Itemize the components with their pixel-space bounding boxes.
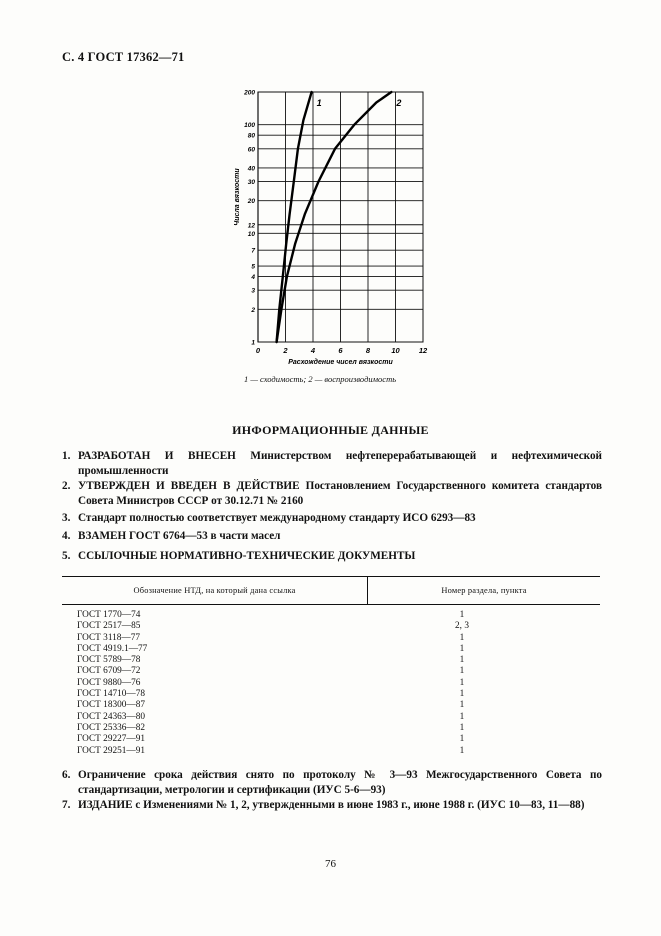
y-tick-label: 100 <box>244 122 255 130</box>
item-text: Стандарт полностью соответствует международному стандарту ИСО 6293—83 <box>78 512 476 524</box>
item-text: ВЗАМЕН ГОСТ 6764—53 в части масел <box>78 530 281 542</box>
table-row <box>62 689 600 700</box>
y-tick-label: 200 <box>244 89 255 97</box>
table-row <box>62 621 600 632</box>
x-tick-label: 6 <box>338 346 343 355</box>
page-header: С. 4 ГОСТ 17362—71 <box>62 50 185 64</box>
item-number: 2. <box>62 480 71 492</box>
table-row <box>62 644 600 655</box>
table-cell-section: 1 <box>459 722 465 733</box>
y-tick-label: 2 <box>251 306 255 314</box>
table-cell-section: 1 <box>459 734 465 745</box>
table-header-document: Обозначение НТД, на который дана ссылка <box>133 586 296 595</box>
table-cell-document: ГОСТ 4919.1—77 <box>77 643 148 654</box>
info-item-4 <box>62 529 602 544</box>
y-tick-label: 5 <box>251 263 255 271</box>
table-cell-document: ГОСТ 24363—80 <box>77 711 146 722</box>
table-top-rule <box>62 576 600 577</box>
x-tick-label: 8 <box>365 346 371 355</box>
item-number: 6. <box>62 769 71 781</box>
table-row <box>62 655 600 666</box>
y-tick-label: 30 <box>247 179 255 187</box>
table-cell-document: ГОСТ 9880—76 <box>77 677 141 688</box>
x-tick-label: 0 <box>255 346 261 355</box>
item-text: ИЗДАНИЕ с Изменениями № 1, 2, утвержденными в июне 1983 г., июне 1988 г. (ИУС 10—83, 11—88) <box>78 799 585 811</box>
section-title: ИНФОРМАЦИОННЫЕ ДАННЫЕ <box>232 423 429 437</box>
table-cell-section: 1 <box>459 632 465 643</box>
item-number: 3. <box>62 512 71 524</box>
table-cell-document: ГОСТ 14710—78 <box>77 689 146 700</box>
y-tick-label: 7 <box>251 247 255 255</box>
table-row <box>62 700 600 711</box>
table-body <box>62 610 600 757</box>
page-number: 76 <box>325 858 336 870</box>
y-axis-label: Числа вязкости <box>234 168 241 226</box>
x-axis-label: Расхождение чисел вязкости <box>288 359 393 366</box>
y-tick-label: 12 <box>247 222 255 230</box>
table-row <box>62 666 600 677</box>
table-cell-document: ГОСТ 25336—82 <box>77 722 146 733</box>
info-item-3 <box>62 511 602 526</box>
viscosity-chart <box>228 80 438 370</box>
table-row <box>62 723 600 734</box>
x-tick-label: 12 <box>418 346 428 355</box>
table-cell-section: 2, 3 <box>455 621 469 632</box>
y-tick-label: 40 <box>247 165 255 173</box>
table-cell-section: 1 <box>459 677 465 688</box>
info-item-6 <box>62 768 602 797</box>
table-cell-document: ГОСТ 2517—85 <box>77 621 141 632</box>
item-text: РАЗРАБОТАН И ВНЕСЕН Министерством нефтеперерабатывающей и нефтехимической промышленности <box>78 450 602 477</box>
y-tick-label: 3 <box>251 287 255 295</box>
table-row <box>62 633 600 644</box>
table-row <box>62 734 600 745</box>
table-row <box>62 678 600 689</box>
table-header-rule <box>62 604 600 605</box>
table-cell-section: 1 <box>459 666 465 677</box>
item-number: 1. <box>62 450 71 462</box>
table-cell-section: 1 <box>459 643 465 654</box>
x-tick-label: 4 <box>310 346 316 355</box>
table-cell-document: ГОСТ 29227—91 <box>77 734 146 745</box>
y-tick-label: 4 <box>251 274 255 282</box>
table-cell-document: ГОСТ 5789—78 <box>77 655 141 666</box>
y-tick-label: 20 <box>247 198 255 206</box>
table-cell-section: 1 <box>459 689 465 700</box>
info-item-5 <box>62 549 602 564</box>
table-cell-section: 1 <box>459 655 465 666</box>
y-tick-label: 10 <box>247 230 255 238</box>
chart-svg <box>228 80 438 370</box>
table-cell-section: 1 <box>459 610 465 620</box>
table-header-section: Номер раздела, пункта <box>441 586 527 595</box>
x-tick-label: 10 <box>391 346 400 355</box>
y-tick-label: 1 <box>251 339 255 347</box>
info-item-1 <box>62 449 602 478</box>
table-cell-document: ГОСТ 3118—77 <box>77 632 141 643</box>
y-tick-label: 60 <box>247 146 255 154</box>
table-cell-section: 1 <box>459 711 465 722</box>
table-cell-document: ГОСТ 18300—87 <box>77 700 146 711</box>
item-text: Ограничение срока действия снято по протоколу № 3—93 Межгосударственного Совета по стандартизации, метрологии и сертификации (ИУС 5-6—93) <box>78 769 602 796</box>
item-text: УТВЕРЖДЕН И ВВЕДЕН В ДЕЙСТВИЕ Постановлением Государственного комитета стандартов Совета Министров СССР от 30.12.71 № 2160 <box>78 480 602 507</box>
series-label: 2 <box>396 98 402 108</box>
table-row <box>62 746 600 757</box>
item-text: ССЫЛОЧНЫЕ НОРМАТИВНО-ТЕХНИЧЕСКИЕ ДОКУМЕНТЫ <box>78 550 416 562</box>
series-curve-2 <box>277 92 392 342</box>
table-cell-document: ГОСТ 1770—74 <box>77 610 141 620</box>
info-item-2 <box>62 479 602 508</box>
item-number: 5. <box>62 550 71 562</box>
chart-caption: 1 — сходимость; 2 — воспроизводимость <box>244 374 397 384</box>
table-cell-section: 1 <box>459 745 465 756</box>
table-row <box>62 610 600 621</box>
item-number: 7. <box>62 799 71 811</box>
table-cell-document: ГОСТ 29251—91 <box>77 745 146 756</box>
table-cell-section: 1 <box>459 700 465 711</box>
table-row <box>62 712 600 723</box>
x-tick-label: 2 <box>283 346 288 355</box>
table-cell-document: ГОСТ 6709—72 <box>77 666 141 677</box>
y-tick-label: 80 <box>247 132 255 140</box>
series-label: 1 <box>316 98 322 108</box>
info-item-7 <box>62 798 602 813</box>
item-number: 4. <box>62 530 71 542</box>
